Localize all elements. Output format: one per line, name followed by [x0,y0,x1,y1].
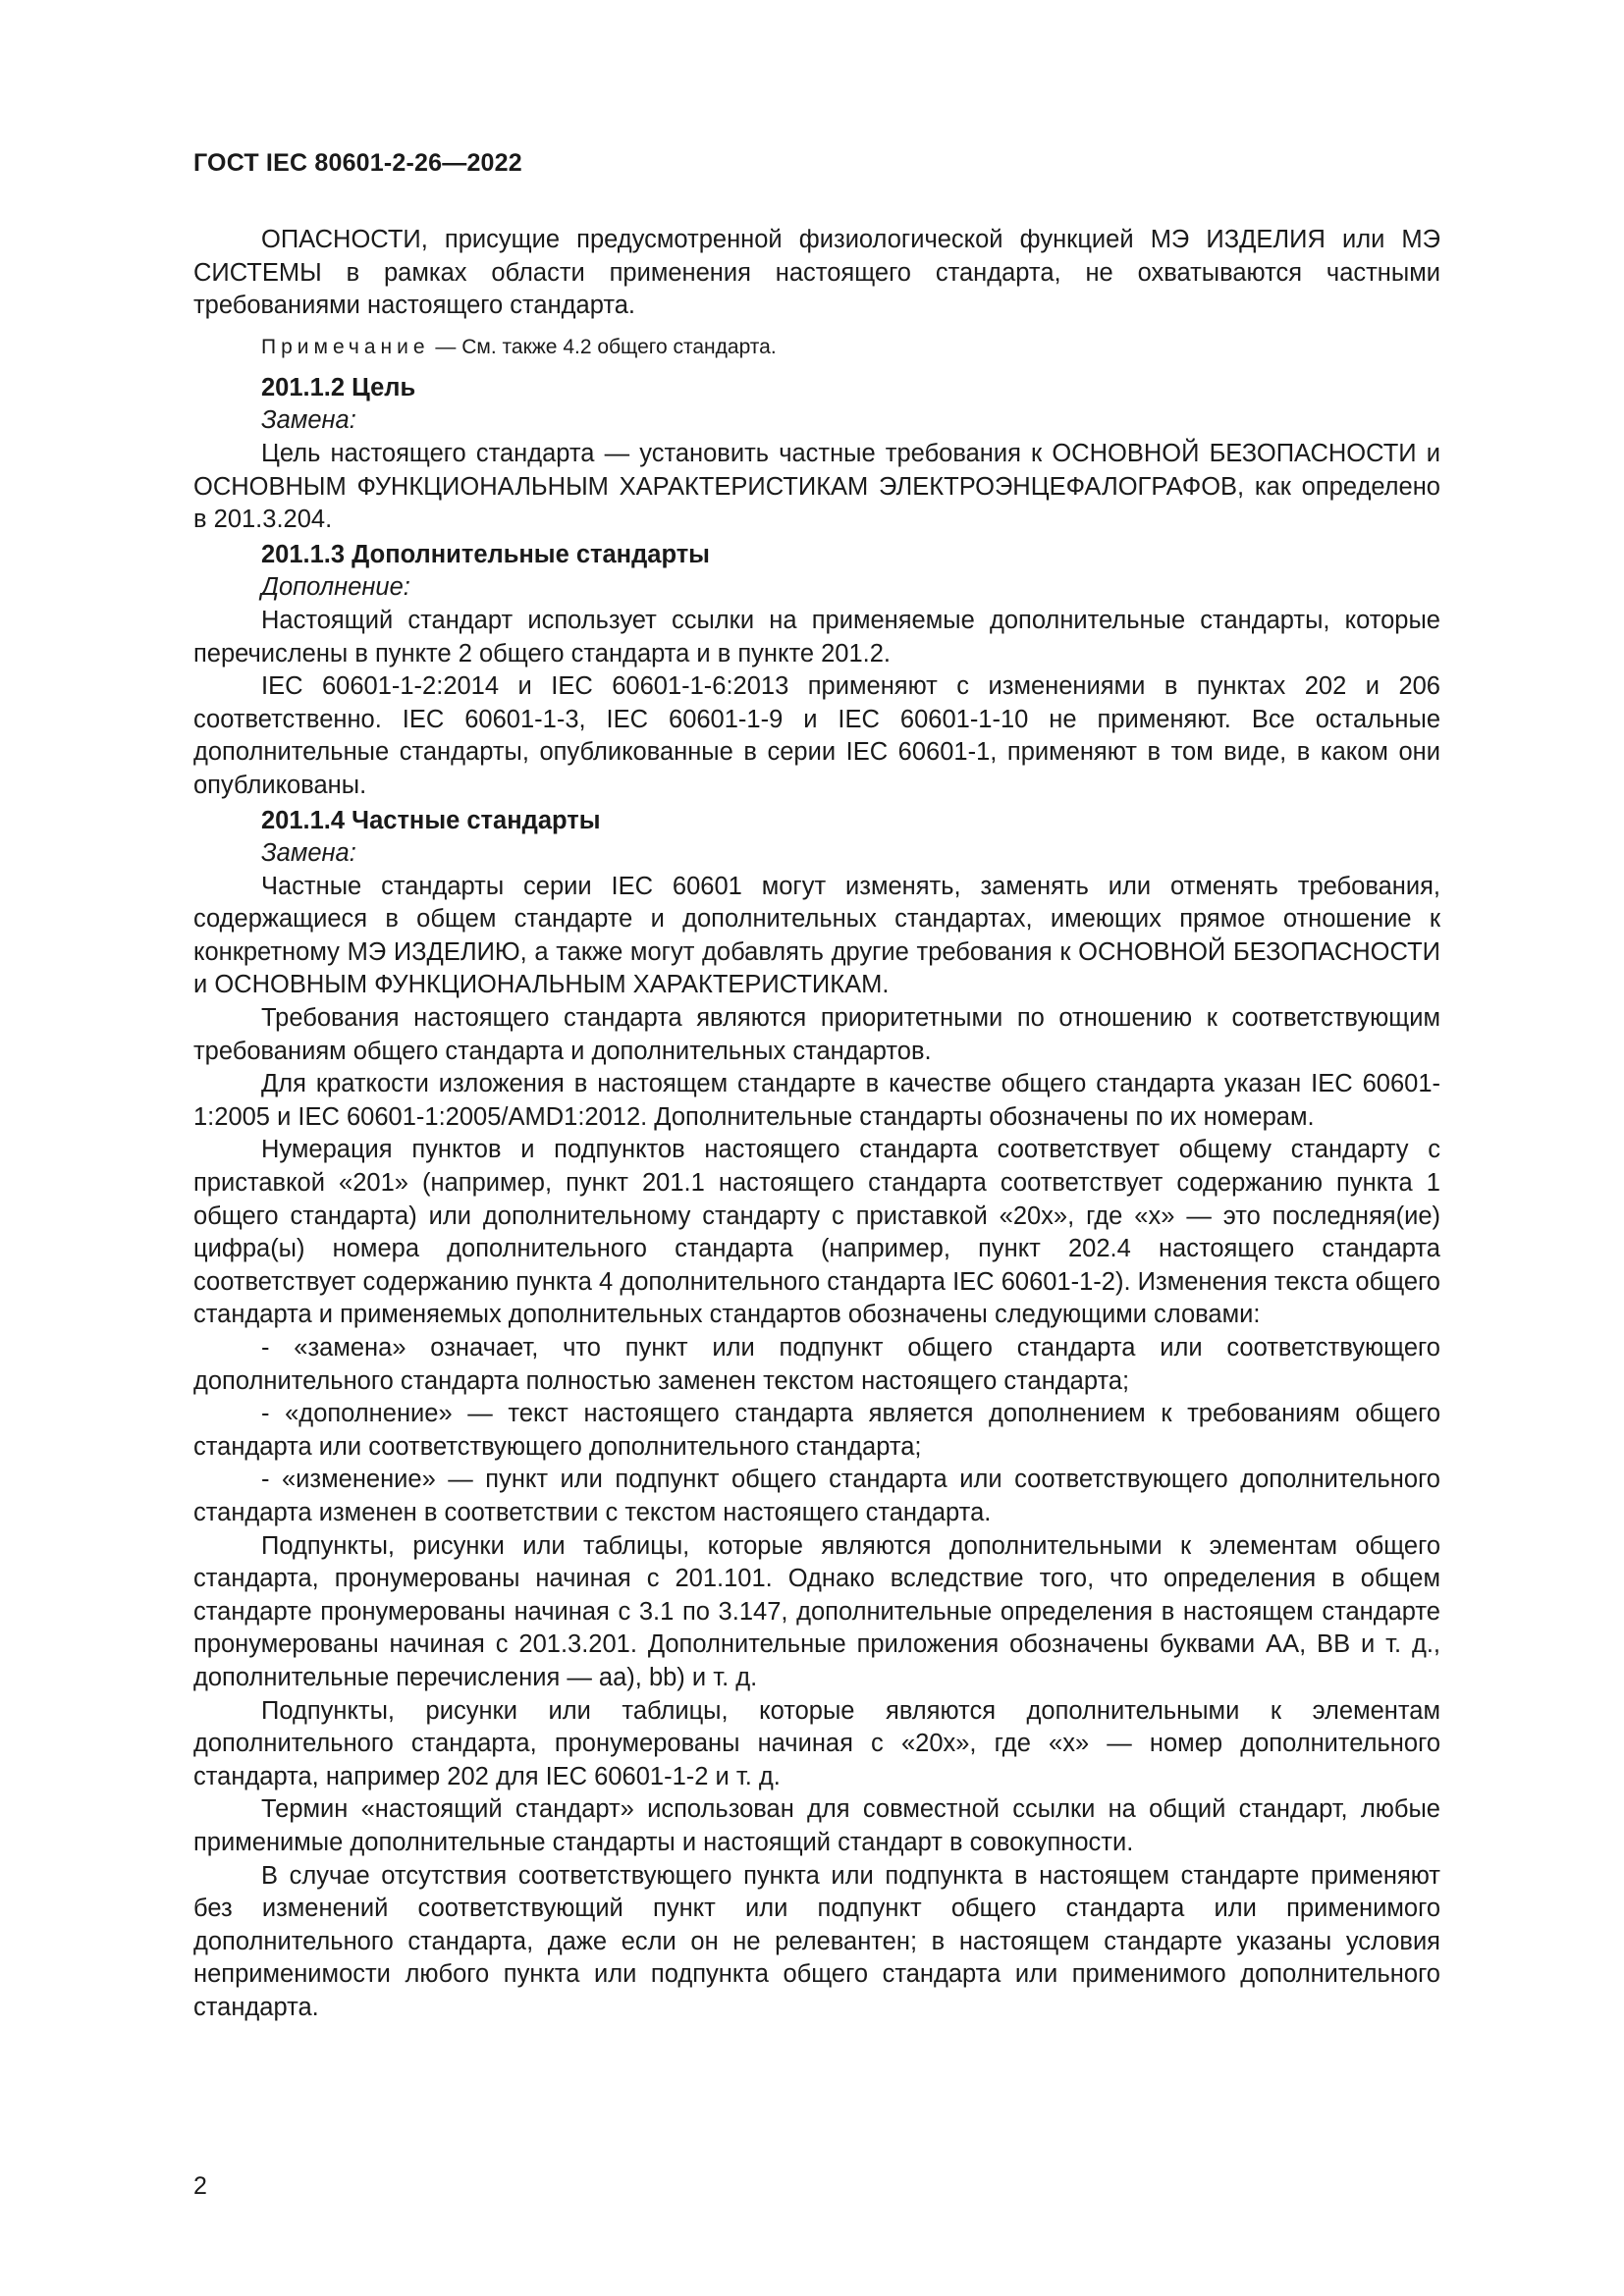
paragraph-201-1-4-particular: Частные стандарты серии IEC 60601 могут изменять, заменять или отменять требования, содержащиеся в общем стандарте и дополнительных стандартах, имеющих прямое отношение к конкретному МЭ ИЗДЕЛИЮ, а также могут добавлять другие требования к ОСНОВНОЙ БЕЗОПАСНОСТИ и ОСНОВНЫМ ФУНКЦИОНАЛЬНЫМ ХАРАКТЕРИСТИКАМ. [193,872,1440,999]
list-item-addition: - «дополнение» — текст настоящего стандарта является дополнением к требованиям общего стандарта или соответствующего дополнительного стандарта; [193,1400,1440,1461]
paragraph-201-1-4-subclauses: Подпункты, рисунки или таблицы, которые являются дополнительными к элементам общего стандарта, пронумерованы начиная с 201.101. Однако вследствие того, что определения в общем стандарте пронумерованы начиная с 3.1 по 3.147, дополнительные определения в настоящем стандарте пронумерованы начиная с 201.3.201. Дополнительные приложения обозначены буквами АА, ВВ и т. д., дополнительные перечисления — аа), bb) и т. д. [193,1531,1440,1691]
paragraph-201-1-4-brevity: Для краткости изложения в настоящем стандарте в качестве общего стандарта указан IEC 60601-1:2005 и IEC 60601-1:2005/AMD1:2012. Дополнительные стандарты обозначены по их номерам. [193,1070,1440,1131]
paragraph-201-1-4-priority: Требования настоящего стандарта являются приоритетными по отношению к соответствующим требованиям общего стандарта и дополнительных стандартов. [193,1004,1440,1065]
section-heading-201-1-4: 201.1.4 Частные стандарты [261,806,601,834]
paragraph-201-1-4-numbering: Нумерация пунктов и подпунктов настоящего стандарта соответствует общему стандарту с приставкой «201» (например, пункт 201.1 настоящего стандарта соответствует содержанию пункта 1 общего стандарта) или дополнительному стандарту с приставкой «20x», где «x» — это последняя(ие) цифра(ы) номера дополнительного стандарта (например, пункт 202.4 настоящего стандарта соответствует содержанию пункта 4 дополнительного стандарта IEC 60601-1-2). Изменения текста общего стандарта и применяемых дополнительных стандартов обозначены следующими словами: [193,1136,1440,1329]
paragraph-201-1-4-term: Термин «настоящий стандарт» использован для совместной ссылки на общий стандарт, любые применимые дополнительные стандарты и настоящий стандарт в совокупности. [193,1795,1440,1856]
section-kind-201-1-4: Замена: [261,839,356,868]
list-item-replacement: - «замена» означает, что пункт или подпункт общего стандарта или соответствующего дополнительного стандарта полностью заменен текстом настоящего стандарта; [193,1334,1440,1395]
document-body [193,224,1440,2024]
section-kind-201-1-3: Дополнение: [261,573,410,602]
section-heading-201-1-2: 201.1.2 Цель [261,373,416,401]
section-heading-201-1-3: 201.1.3 Дополнительные стандарты [261,540,710,568]
note-text: — См. также 4.2 общего стандарта. [429,335,777,358]
paragraph-201-1-4-collateral-subclauses: Подпункты, рисунки или таблицы, которые являются дополнительными к элементам дополнительного стандарта, пронумерованы начиная с «20x», где «x» — номер дополнительного стандарта, например 202 для IEC 60601-1-2 и т. д. [193,1696,1440,1790]
paragraph-201-1-3-applied: IEC 60601-1-2:2014 и IEC 60601-1-6:2013 применяют с изменениями в пунктах 202 и 206 соответственно. IEC 60601-1-3, IEC 60601-1-9 и IEC 60601-1-10 не применяют. Все остальные дополнительные стандарты, опубликованные в серии IEC 60601-1, применяют в том виде, в каком они опубликованы. [193,672,1440,799]
paragraph-201-1-4-absence: В случае отсутствия соответствующего пункта или подпункта в настоящем стандарте применяют без изменений соответствующий пункт или подпункт общего стандарта или применимого дополнительного стандарта, даже если он не релевантен; в настоящем стандарте указаны условия неприменимости любого пункта или подпункта общего стандарта или применимого дополнительного стандарта. [193,1861,1440,2021]
paragraph-intro: ОПАСНОСТИ, присущие предусмотренной физиологической функцией МЭ ИЗДЕЛИЯ или МЭ СИСТЕМЫ в рамках области применения настоящего стандарта, не охватываются частными требованиями настоящего стандарта. [193,226,1440,320]
note [193,333,1440,362]
document-header: ГОСТ IEC 80601-2-26—2022 [193,149,522,177]
paragraph-201-1-3-refs: Настоящий стандарт использует ссылки на применяемые дополнительные стандарты, которые перечислены в пункте 2 общего стандарта и в пункте 201.2. [193,606,1440,667]
paragraph-201-1-2-purpose: Цель настоящего стандарта — установить частные требования к ОСНОВНОЙ БЕЗОПАСНОСТИ и ОСНОВНЫМ ФУНКЦИОНАЛЬНЫМ ХАРАКТЕРИСТИКАМ ЭЛЕКТРОЭНЦЕФАЛОГРАФОВ, как определено в 201.3.204. [193,439,1440,534]
list-item-amendment: - «изменение» — пункт или подпункт общего стандарта или соответствующего дополнительного стандарта изменен в соответствии с текстом настоящего стандарта. [193,1466,1440,1526]
section-kind-201-1-2: Замена: [261,406,356,435]
page-number: 2 [193,2172,207,2200]
note-label: Примечание [261,335,430,358]
